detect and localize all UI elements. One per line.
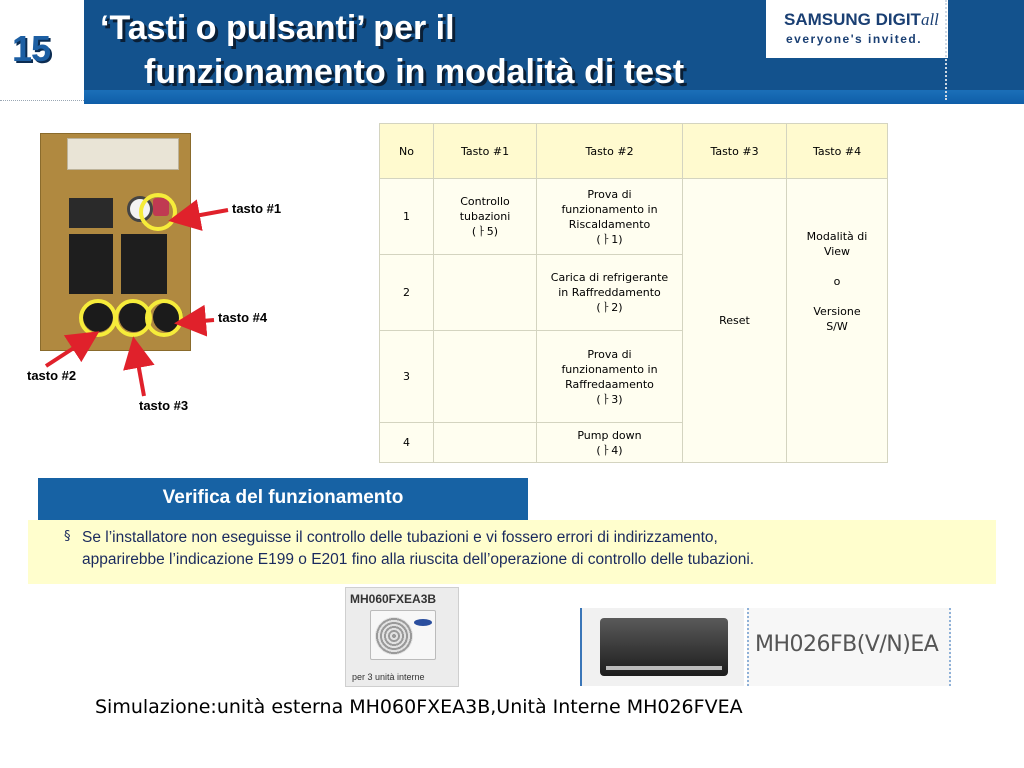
table-row <box>380 179 888 255</box>
cell-line: funzionamento in <box>561 362 658 376</box>
callout-tasto-2: tasto #2 <box>27 368 77 383</box>
note-line-2: apparirebbe l’indicazione E199 o E201 fino alla riuscita dell’operazione di controllo delle tubazioni. <box>82 551 755 568</box>
cell-tasto-2 <box>537 423 683 463</box>
cell-tasto-3-merged: Reset <box>683 179 787 463</box>
cell-line: (ㅏ4) <box>596 443 623 457</box>
header-tasto-1: Tasto #1 <box>434 124 537 179</box>
indoor-model-image <box>747 608 951 686</box>
slide-number: 15 <box>12 28 51 69</box>
cell-line: Versione <box>813 305 861 318</box>
cell-tasto-1 <box>434 331 537 423</box>
logo-tagline: everyone's invited. <box>786 32 923 46</box>
callout-tasto-3: tasto #3 <box>139 398 189 413</box>
header-tasto-4: Tasto #4 <box>787 124 888 179</box>
cell-line: (ㅏ2) <box>596 301 623 314</box>
cell-no: 4 <box>380 423 434 463</box>
simulation-caption: Simulazione:unità esterna MH060FXEA3B,Unità Interne MH026FVEA <box>95 696 743 718</box>
note-line-1: Se l’installatore non eseguisse il controllo delle tubazioni e vi fossero errori di indirizzamento, <box>82 529 718 546</box>
outdoor-model-label: MH060FXEA3B <box>350 592 437 606</box>
arrow-tasto-1 <box>184 210 228 218</box>
cell-line: funzionamento in <box>561 202 658 216</box>
cell-line: (ㅏ1) <box>596 232 623 246</box>
cell-tasto-2 <box>537 179 683 255</box>
cell-line: Carica di refrigerante <box>550 271 669 284</box>
verifica-banner <box>38 478 528 520</box>
cell-line: o <box>833 275 841 288</box>
arrow-tasto-4 <box>190 320 214 322</box>
cell-tasto-4-merged <box>787 179 888 463</box>
bullet-icon: § <box>64 529 71 544</box>
cell-tasto-2 <box>537 331 683 423</box>
indoor-unit-image <box>580 608 744 686</box>
spacer <box>790 289 884 304</box>
header-no: No <box>380 124 434 179</box>
cell-line: S/W <box>826 320 848 333</box>
outdoor-caption: per 3 unità interne <box>352 672 425 682</box>
fan-icon <box>375 617 413 655</box>
cell-tasto-2 <box>537 255 683 331</box>
outdoor-unit-icon <box>370 610 436 660</box>
header-tasto-2: Tasto #2 <box>537 124 683 179</box>
cell-line: Raffredaamento <box>565 377 654 391</box>
cell-line: Modalità di <box>806 230 868 243</box>
arrow-tasto-2 <box>46 340 86 366</box>
arrow-tasto-3 <box>136 352 144 396</box>
indoor-model-label: MH026FB(V/N)EA <box>755 632 939 657</box>
cell-tasto-1 <box>434 423 537 463</box>
indoor-unit-vent <box>606 666 722 670</box>
test-buttons-table <box>379 123 888 463</box>
logo-wordmark-italic: all <box>920 10 939 29</box>
logo-wordmark-main: SAMSUNG DIGIT <box>784 10 921 29</box>
header-tasto-3: Tasto #3 <box>683 124 787 179</box>
spacer <box>790 259 884 274</box>
cell-line: Pump down <box>577 428 642 442</box>
cell-line: Controllo <box>460 195 510 208</box>
cell-no: 1 <box>380 179 434 255</box>
title-line-2: funzionamento in modalità di test <box>144 53 685 91</box>
cell-line: Prova di <box>587 187 632 201</box>
cell-line: (ㅏ5) <box>471 225 499 238</box>
verifica-title: Verifica del funzionamento <box>162 487 404 508</box>
title-line-1: ‘Tasti o pulsanti’ per il <box>100 9 455 47</box>
table-header-row <box>380 124 888 179</box>
verifica-note <box>28 520 996 584</box>
cell-line: Riscaldamento <box>568 217 651 231</box>
brand-badge-icon <box>414 619 432 626</box>
cell-no: 2 <box>380 255 434 331</box>
cell-tasto-1 <box>434 255 537 331</box>
cell-line: (ㅏ3) <box>596 392 623 406</box>
cell-line: in Raffreddamento <box>558 286 661 299</box>
callout-tasto-1: tasto #1 <box>232 201 282 216</box>
cell-line: View <box>823 245 851 258</box>
callout-tasto-4: tasto #4 <box>218 310 268 325</box>
indoor-unit-icon <box>600 618 728 676</box>
outdoor-unit-image <box>345 587 459 687</box>
cell-no: 3 <box>380 331 434 423</box>
cell-line: tubazioni <box>459 210 511 223</box>
verifica-note-text <box>82 527 982 571</box>
cell-tasto-1 <box>434 179 537 255</box>
cell-line: Prova di <box>587 347 632 361</box>
